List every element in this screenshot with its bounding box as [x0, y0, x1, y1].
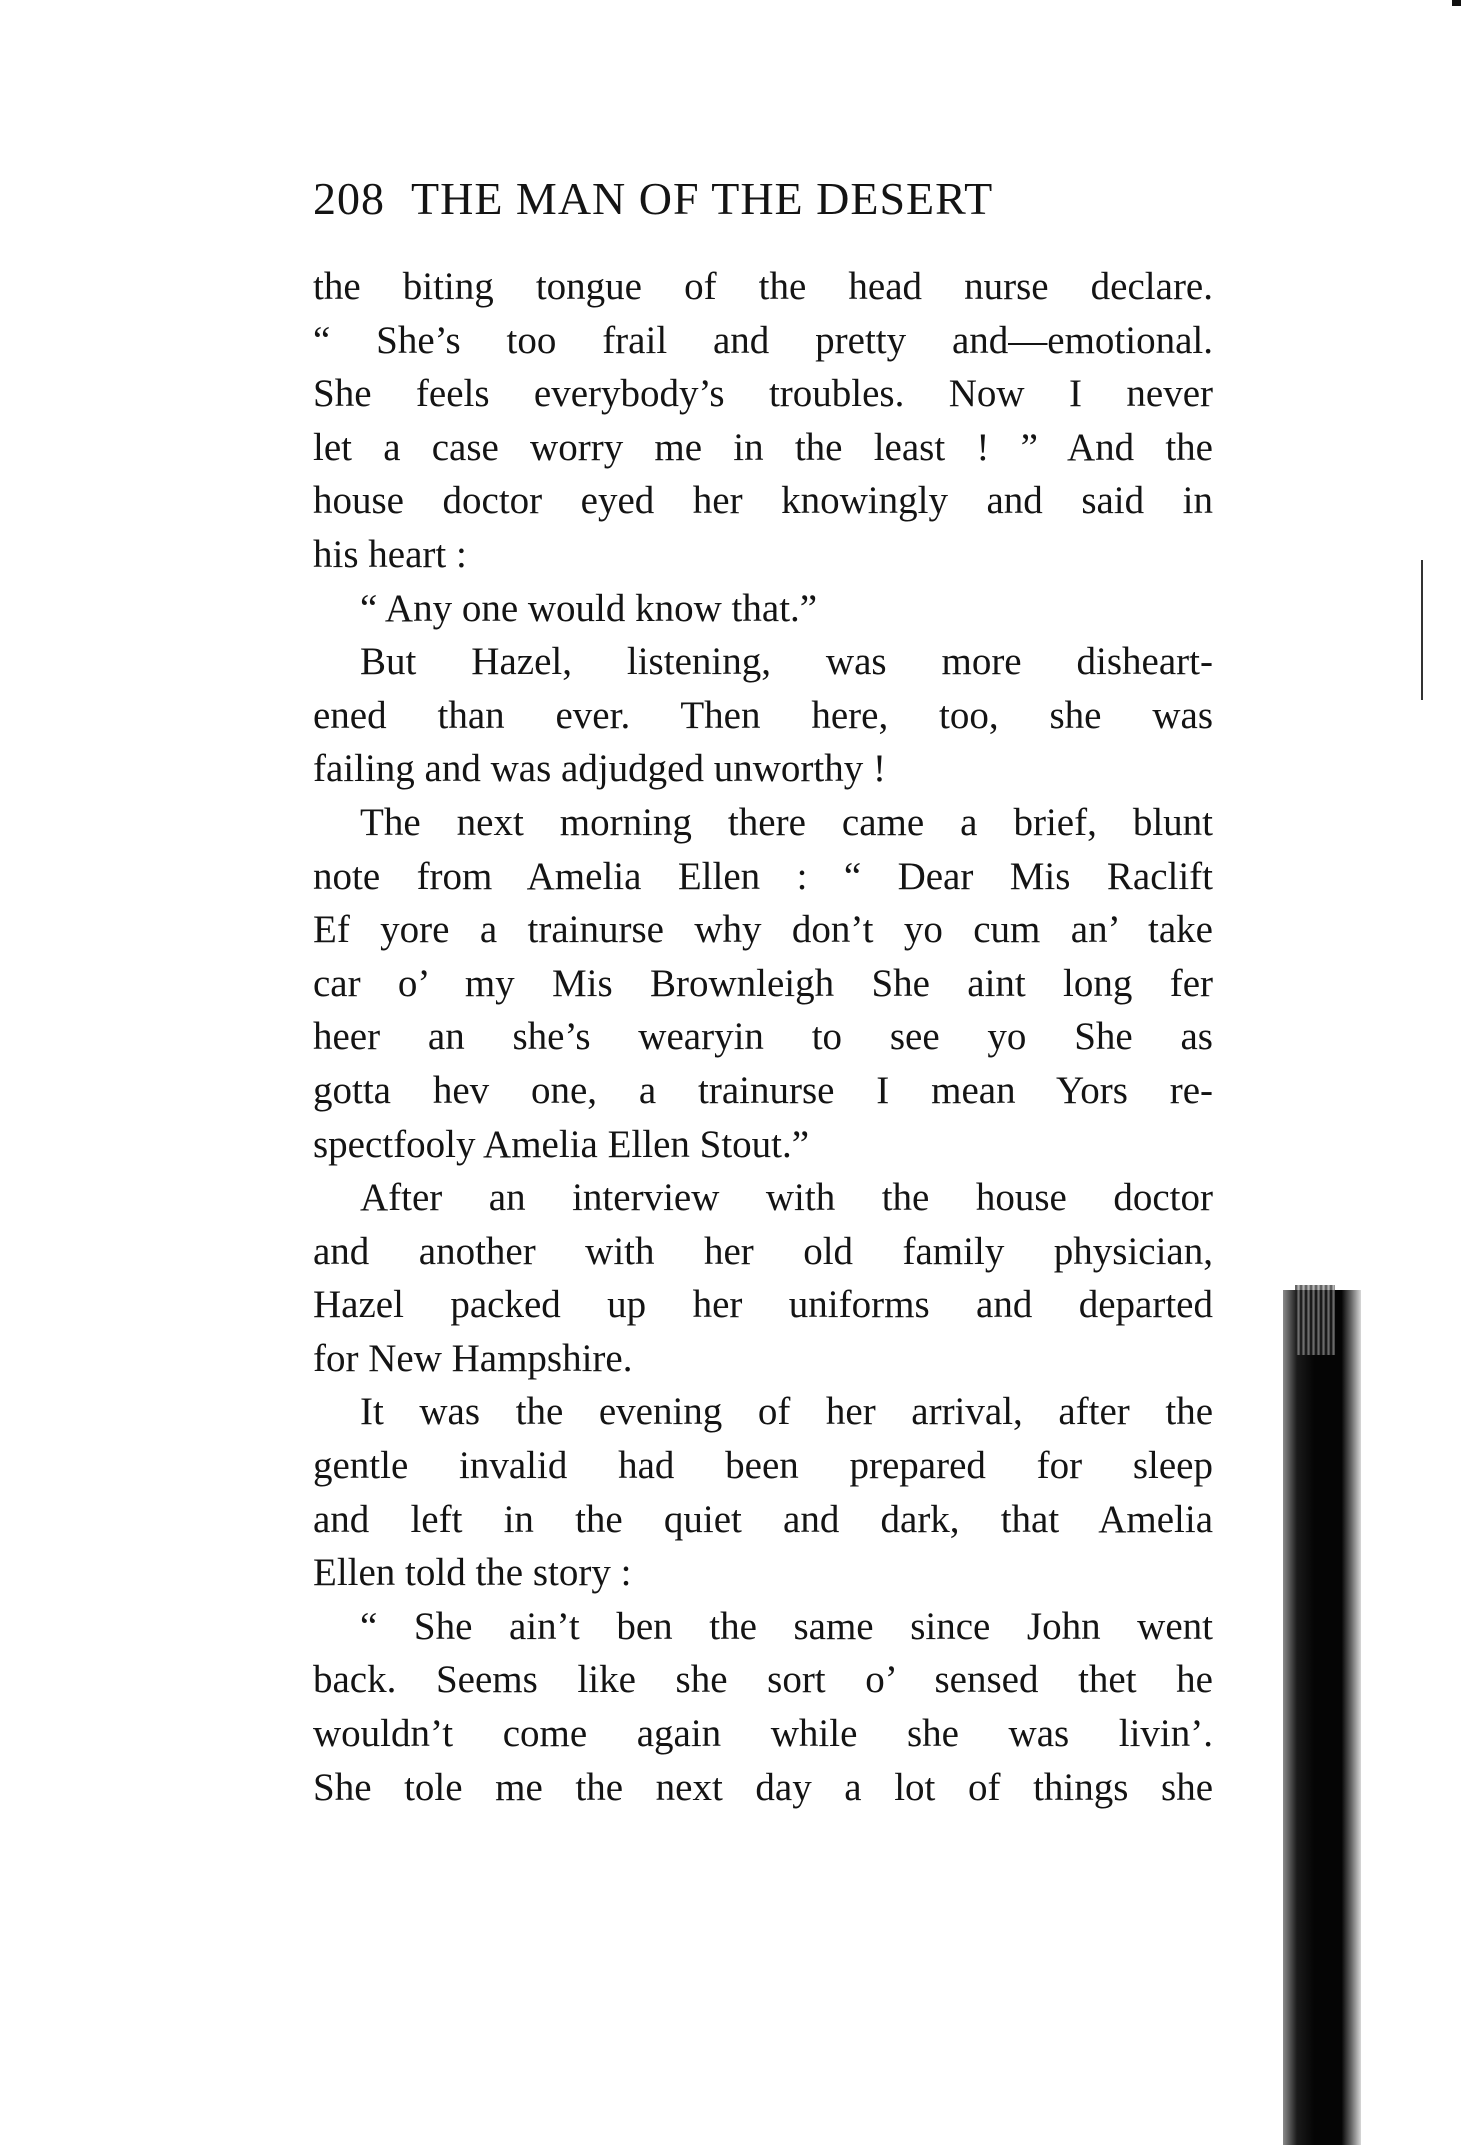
text-line: failing and was adjudged unworthy !	[313, 747, 886, 791]
text-line: and another with her old family physician,	[313, 1229, 1213, 1273]
text-line: house doctor eyed her knowingly and said in	[313, 479, 1213, 523]
scan-shadow-edge	[1295, 1285, 1335, 1355]
text-line: Ef yore a trainurse why don’t yo cum an’ take	[313, 908, 1213, 952]
text-line: “ She ain’t ben the same since John went	[360, 1604, 1213, 1648]
text-line: car o’ my Mis Brownleigh She aint long fer	[313, 961, 1213, 1005]
scan-artifact-corner	[1452, 0, 1461, 6]
page-number: 208	[313, 173, 385, 224]
text-line: back. Seems like she sort o’ sensed thet he	[313, 1658, 1213, 1702]
text-line: note from Amelia Ellen : “ Dear Mis Raclift	[313, 854, 1213, 898]
text-line: gotta hev one, a trainurse I mean Yors re-	[313, 1068, 1213, 1112]
text-line: She tole me the next day a lot of things she	[313, 1765, 1213, 1809]
text-line: Hazel packed up her uniforms and departed	[313, 1283, 1213, 1327]
text-line: gentle invalid had been prepared for sleep	[313, 1444, 1213, 1488]
text-line: But Hazel, listening, was more disheart-	[360, 640, 1213, 684]
scan-artifact-line	[1421, 560, 1423, 700]
text-line: wouldn’t come again while she was livin’.	[313, 1712, 1213, 1756]
text-line: “ Any one would know that.”	[360, 586, 818, 630]
text-line: After an interview with the house doctor	[360, 1176, 1213, 1220]
text-line: The next morning there came a brief, blunt	[360, 800, 1213, 844]
text-line: ened than ever. Then here, too, she was	[313, 693, 1213, 737]
text-line: spectfooly Amelia Ellen Stout.”	[313, 1122, 810, 1166]
text-line: heer an she’s wearyin to see yo She as	[313, 1015, 1213, 1059]
running-title: THE MAN OF THE DESERT	[411, 173, 994, 224]
text-line: for New Hampshire.	[313, 1336, 633, 1380]
text-line: the biting tongue of the head nurse declare.	[313, 265, 1213, 308]
text-line: let a case worry me in the least ! ” And the	[313, 425, 1213, 469]
text-line: It was the evening of her arrival, after the	[360, 1390, 1213, 1434]
text-line: his heart :	[313, 532, 467, 576]
text-line: Ellen told the story :	[313, 1551, 632, 1595]
text-line: and left in the quiet and dark, that Amelia	[313, 1497, 1213, 1541]
running-header	[313, 172, 1213, 225]
body-text	[313, 260, 1213, 1814]
text-line: “ She’s too frail and pretty and—emotional.	[313, 318, 1213, 362]
text-line: She feels everybody’s troubles. Now I never	[313, 372, 1213, 416]
scan-shadow-bar	[1283, 1290, 1361, 2145]
